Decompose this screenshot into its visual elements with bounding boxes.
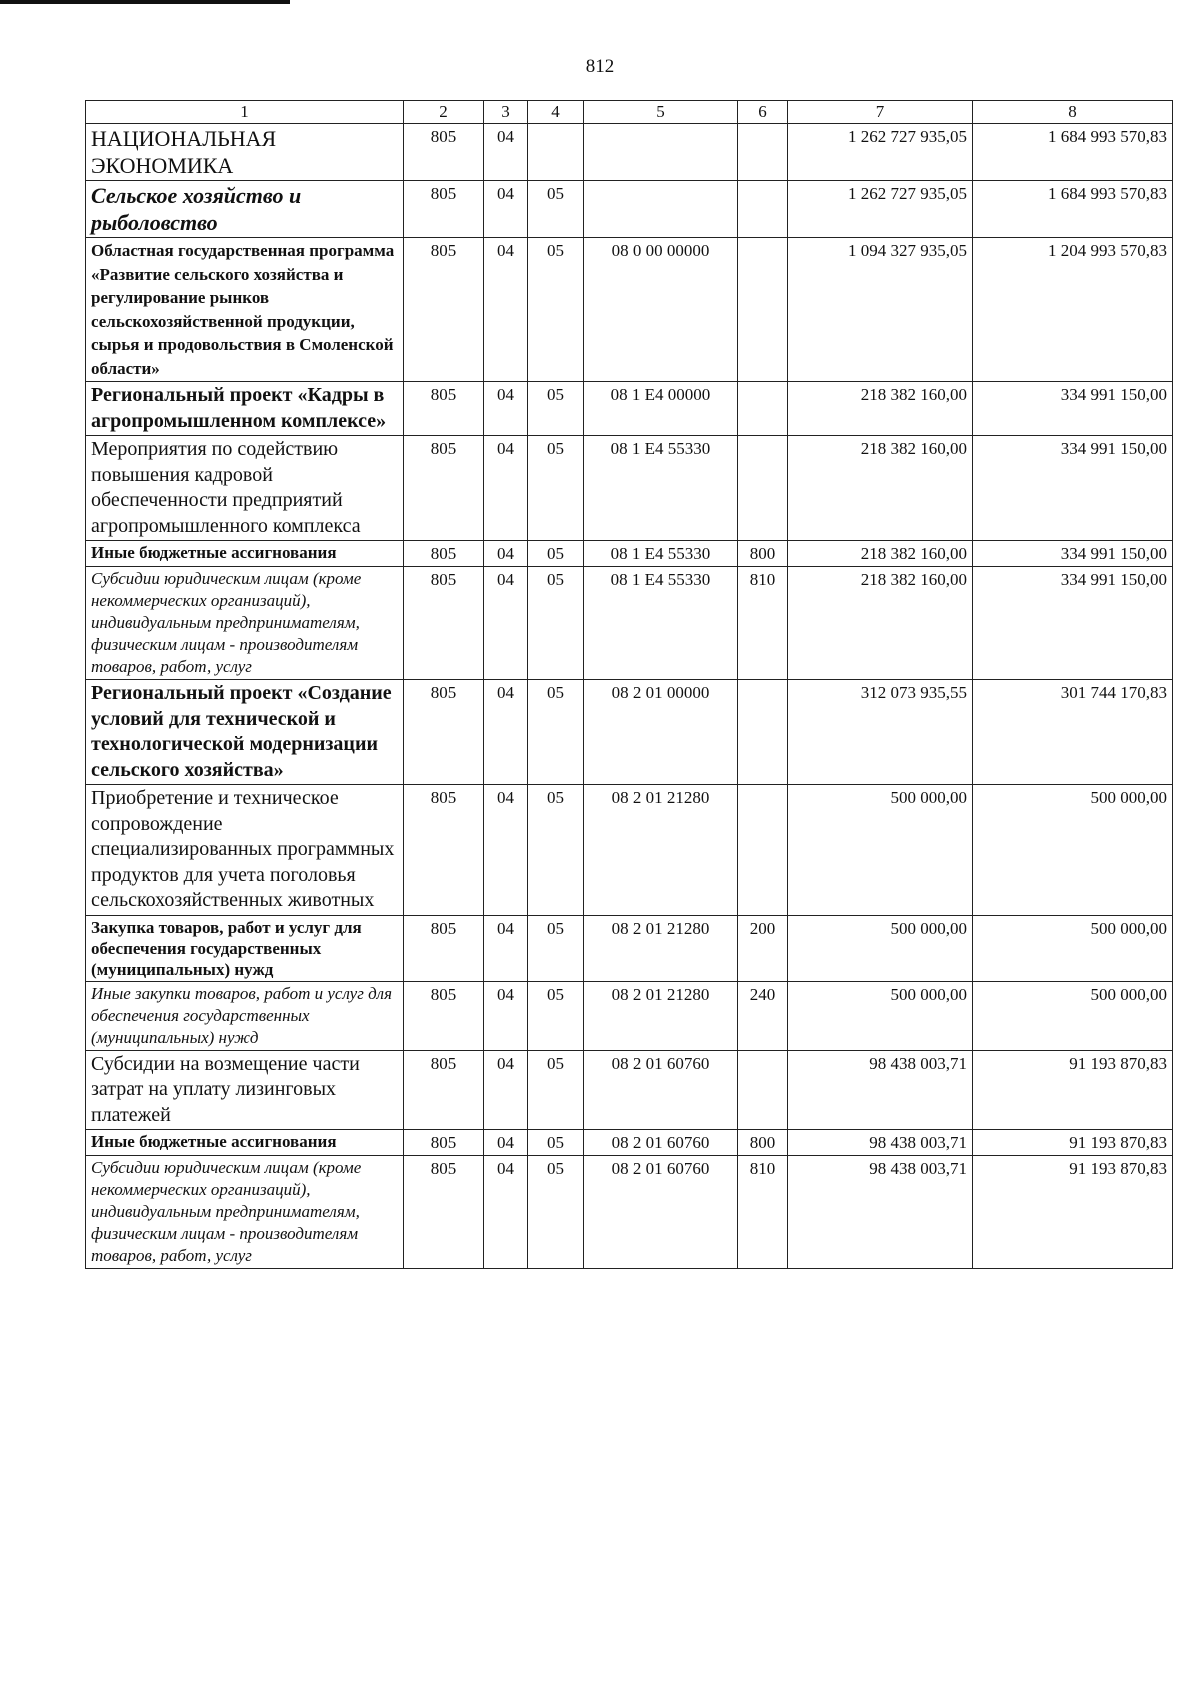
table-row bbox=[86, 541, 1173, 567]
header-cell: 5 bbox=[584, 101, 738, 124]
col4-code: 05 bbox=[528, 915, 584, 981]
col7-amount: 500 000,00 bbox=[788, 981, 973, 1050]
row-name: Закупка товаров, работ и услуг для обеспечения государственных (муниципальных) нужд bbox=[86, 915, 404, 981]
table-row bbox=[86, 382, 1173, 436]
col7-amount: 218 382 160,00 bbox=[788, 382, 973, 436]
col7-amount: 500 000,00 bbox=[788, 915, 973, 981]
col6-code: 200 bbox=[738, 915, 788, 981]
col3-code: 04 bbox=[484, 981, 528, 1050]
col3-code: 04 bbox=[484, 382, 528, 436]
col2-code: 805 bbox=[404, 915, 484, 981]
col2-code: 805 bbox=[404, 181, 484, 238]
table-row bbox=[86, 124, 1173, 181]
row-name: Субсидии юридическим лицам (кроме некоммерческих организаций), индивидуальным предпринимателям, физическим лицам - производителям товаров, работ, услуг bbox=[86, 567, 404, 680]
row-name: Иные бюджетные ассигнования bbox=[86, 1130, 404, 1156]
row-name: Субсидии на возмещение части затрат на уплату лизинговых платежей bbox=[86, 1050, 404, 1130]
col5-code: 08 2 01 21280 bbox=[584, 785, 738, 916]
col3-code: 04 bbox=[484, 541, 528, 567]
col7-amount: 98 438 003,71 bbox=[788, 1130, 973, 1156]
col8-amount: 91 193 870,83 bbox=[973, 1156, 1173, 1269]
col6-code: 810 bbox=[738, 567, 788, 680]
col8-amount: 91 193 870,83 bbox=[973, 1050, 1173, 1130]
col7-amount: 500 000,00 bbox=[788, 785, 973, 916]
col3-code: 04 bbox=[484, 567, 528, 680]
col5-code: 08 2 01 21280 bbox=[584, 981, 738, 1050]
header-cell: 8 bbox=[973, 101, 1173, 124]
col7-amount: 218 382 160,00 bbox=[788, 541, 973, 567]
col3-code: 04 bbox=[484, 785, 528, 916]
table-row bbox=[86, 1050, 1173, 1130]
col5-code: 08 2 01 60760 bbox=[584, 1050, 738, 1130]
col7-amount: 1 262 727 935,05 bbox=[788, 181, 973, 238]
header-cell: 6 bbox=[738, 101, 788, 124]
row-name: Сельское хозяйство и рыболовство bbox=[86, 181, 404, 238]
header-cell: 2 bbox=[404, 101, 484, 124]
col2-code: 805 bbox=[404, 981, 484, 1050]
header-cell: 3 bbox=[484, 101, 528, 124]
header-cell: 4 bbox=[528, 101, 584, 124]
col5-code: 08 1 Е4 55330 bbox=[584, 436, 738, 541]
col7-amount: 218 382 160,00 bbox=[788, 567, 973, 680]
col5-code bbox=[584, 124, 738, 181]
col4-code: 05 bbox=[528, 785, 584, 916]
col7-amount: 1 262 727 935,05 bbox=[788, 124, 973, 181]
col7-amount: 98 438 003,71 bbox=[788, 1156, 973, 1269]
col8-amount: 334 991 150,00 bbox=[973, 567, 1173, 680]
col7-amount: 218 382 160,00 bbox=[788, 436, 973, 541]
page-number: 812 bbox=[585, 56, 615, 77]
col5-code: 08 0 00 00000 bbox=[584, 238, 738, 382]
col3-code: 04 bbox=[484, 181, 528, 238]
col6-code bbox=[738, 436, 788, 541]
col6-code bbox=[738, 1050, 788, 1130]
col6-code bbox=[738, 124, 788, 181]
col8-amount: 500 000,00 bbox=[973, 915, 1173, 981]
col3-code: 04 bbox=[484, 915, 528, 981]
col7-amount: 98 438 003,71 bbox=[788, 1050, 973, 1130]
col4-code bbox=[528, 124, 584, 181]
col5-code: 08 2 01 60760 bbox=[584, 1130, 738, 1156]
row-name: Региональный проект «Кадры в агропромышленном комплексе» bbox=[86, 382, 404, 436]
col2-code: 805 bbox=[404, 1130, 484, 1156]
header-row bbox=[86, 101, 1173, 124]
row-name: Региональный проект «Создание условий для технической и технологической модернизации сельского хозяйства» bbox=[86, 680, 404, 785]
table-row bbox=[86, 181, 1173, 238]
col4-code: 05 bbox=[528, 1130, 584, 1156]
col2-code: 805 bbox=[404, 238, 484, 382]
table-row bbox=[86, 981, 1173, 1050]
row-name: Иные закупки товаров, работ и услуг для обеспечения государственных (муниципальных) нужд bbox=[86, 981, 404, 1050]
col8-amount: 334 991 150,00 bbox=[973, 436, 1173, 541]
table-row bbox=[86, 1156, 1173, 1269]
col2-code: 805 bbox=[404, 567, 484, 680]
col5-code: 08 1 Е4 55330 bbox=[584, 567, 738, 680]
col7-amount: 1 094 327 935,05 bbox=[788, 238, 973, 382]
col5-code: 08 2 01 00000 bbox=[584, 680, 738, 785]
budget-table bbox=[85, 100, 1173, 1269]
col8-amount: 334 991 150,00 bbox=[973, 382, 1173, 436]
col8-amount: 301 744 170,83 bbox=[973, 680, 1173, 785]
col8-amount: 1 684 993 570,83 bbox=[973, 181, 1173, 238]
col2-code: 805 bbox=[404, 785, 484, 916]
col4-code: 05 bbox=[528, 567, 584, 680]
col4-code: 05 bbox=[528, 1050, 584, 1130]
row-name: Субсидии юридическим лицам (кроме некоммерческих организаций), индивидуальным предпринимателям, физическим лицам - производителям товаров, работ, услуг bbox=[86, 1156, 404, 1269]
col3-code: 04 bbox=[484, 124, 528, 181]
top-rule bbox=[0, 0, 290, 4]
row-name: Иные бюджетные ассигнования bbox=[86, 541, 404, 567]
table-row bbox=[86, 238, 1173, 382]
header-cell: 1 bbox=[86, 101, 404, 124]
col2-code: 805 bbox=[404, 680, 484, 785]
col6-code: 240 bbox=[738, 981, 788, 1050]
col2-code: 805 bbox=[404, 382, 484, 436]
table-row bbox=[86, 915, 1173, 981]
col8-amount: 1 204 993 570,83 bbox=[973, 238, 1173, 382]
table-row bbox=[86, 680, 1173, 785]
table-row bbox=[86, 785, 1173, 916]
col6-code bbox=[738, 785, 788, 916]
col4-code: 05 bbox=[528, 680, 584, 785]
header-cell: 7 bbox=[788, 101, 973, 124]
col3-code: 04 bbox=[484, 1130, 528, 1156]
col4-code: 05 bbox=[528, 238, 584, 382]
row-name: НАЦИОНАЛЬНАЯ ЭКОНОМИКА bbox=[86, 124, 404, 181]
col6-code bbox=[738, 382, 788, 436]
row-name: Мероприятия по содействию повышения кадровой обеспеченности предприятий агропромышленного комплекса bbox=[86, 436, 404, 541]
table-row bbox=[86, 436, 1173, 541]
col4-code: 05 bbox=[528, 181, 584, 238]
col6-code: 800 bbox=[738, 541, 788, 567]
col2-code: 805 bbox=[404, 541, 484, 567]
col4-code: 05 bbox=[528, 382, 584, 436]
col8-amount: 500 000,00 bbox=[973, 785, 1173, 916]
col5-code: 08 1 Е4 55330 bbox=[584, 541, 738, 567]
col3-code: 04 bbox=[484, 436, 528, 541]
col6-code bbox=[738, 238, 788, 382]
col2-code: 805 bbox=[404, 1050, 484, 1130]
col6-code bbox=[738, 181, 788, 238]
col2-code: 805 bbox=[404, 1156, 484, 1269]
col8-amount: 334 991 150,00 bbox=[973, 541, 1173, 567]
col6-code: 810 bbox=[738, 1156, 788, 1269]
row-name: Областная государственная программа «Развитие сельского хозяйства и регулирование рынков сельскохозяйственной продукции, сырья и продовольствия в Смоленской области» bbox=[86, 238, 404, 382]
col3-code: 04 bbox=[484, 1050, 528, 1130]
col2-code: 805 bbox=[404, 436, 484, 541]
col5-code: 08 1 Е4 00000 bbox=[584, 382, 738, 436]
col3-code: 04 bbox=[484, 238, 528, 382]
col8-amount: 1 684 993 570,83 bbox=[973, 124, 1173, 181]
col3-code: 04 bbox=[484, 1156, 528, 1269]
col8-amount: 500 000,00 bbox=[973, 981, 1173, 1050]
col5-code: 08 2 01 21280 bbox=[584, 915, 738, 981]
col7-amount: 312 073 935,55 bbox=[788, 680, 973, 785]
col4-code: 05 bbox=[528, 436, 584, 541]
col6-code: 800 bbox=[738, 1130, 788, 1156]
col4-code: 05 bbox=[528, 981, 584, 1050]
table-row bbox=[86, 1130, 1173, 1156]
col3-code: 04 bbox=[484, 680, 528, 785]
col4-code: 05 bbox=[528, 1156, 584, 1269]
col5-code: 08 2 01 60760 bbox=[584, 1156, 738, 1269]
col5-code bbox=[584, 181, 738, 238]
row-name: Приобретение и техническое сопровождение специализированных программных продуктов для учета поголовья сельскохозяйственных животных bbox=[86, 785, 404, 916]
col6-code bbox=[738, 680, 788, 785]
col2-code: 805 bbox=[404, 124, 484, 181]
col8-amount: 91 193 870,83 bbox=[973, 1130, 1173, 1156]
table-row bbox=[86, 567, 1173, 680]
col4-code: 05 bbox=[528, 541, 584, 567]
